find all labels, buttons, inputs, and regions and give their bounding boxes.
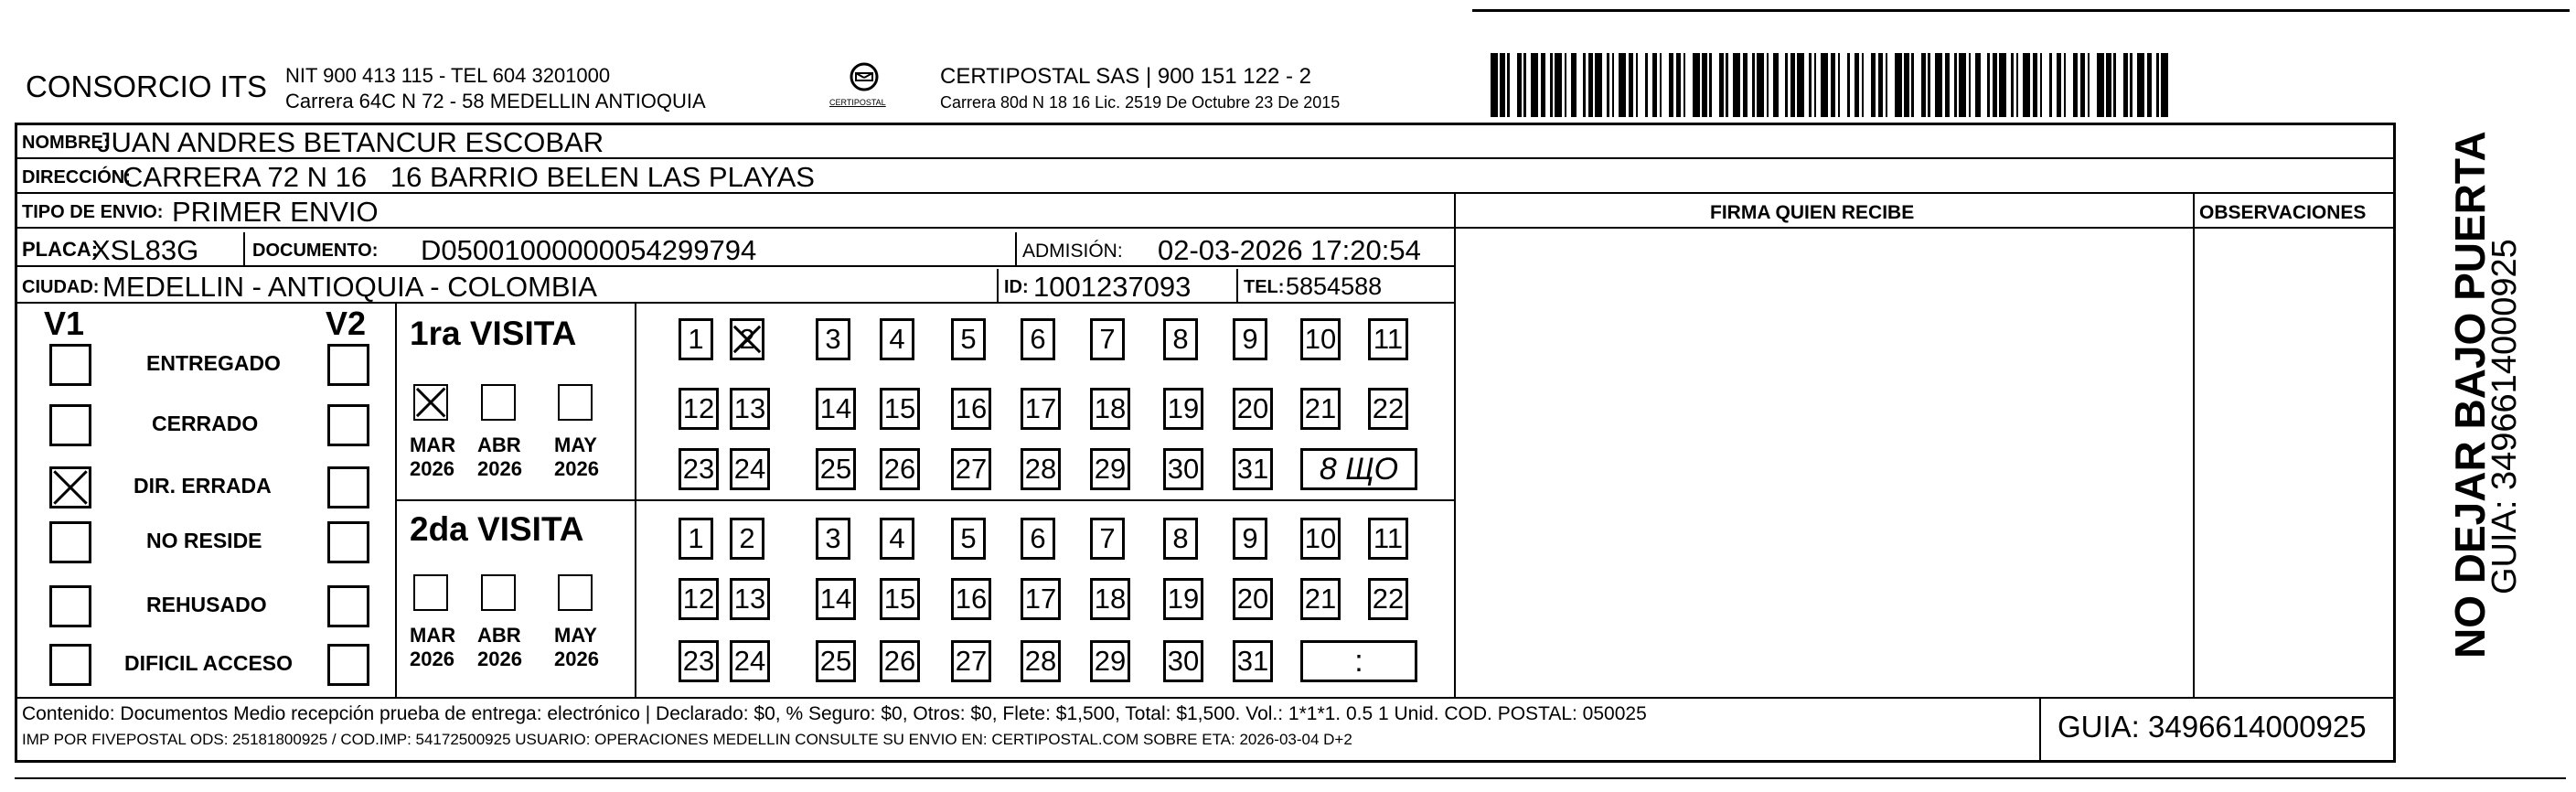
year-label: 2026 — [477, 648, 522, 670]
v1-checkbox[interactable] — [49, 466, 91, 508]
v1-checkbox[interactable] — [49, 644, 91, 686]
barcode-bar — [2073, 53, 2078, 117]
month-label: MAY — [554, 433, 597, 456]
day-box[interactable]: 12 — [679, 388, 719, 430]
day-box[interactable]: 8 — [1163, 518, 1198, 560]
day-box[interactable]: 10 — [1300, 318, 1341, 360]
barcode-bar — [1669, 53, 1673, 117]
day-box[interactable]: 29 — [1090, 448, 1130, 490]
v2-checkbox[interactable] — [327, 521, 369, 563]
tipo-label: TIPO DE ENVIO: — [22, 202, 164, 222]
barcode-bar — [2123, 53, 2128, 117]
v1-checkbox[interactable] — [49, 585, 91, 627]
barcode-bar — [1790, 53, 1795, 117]
company-line2: Carrera 64C N 72 - 58 MEDELLIN ANTIOQUIA — [285, 90, 706, 112]
nombre-value: JUAN ANDRES BETANCUR ESCOBAR — [97, 126, 604, 158]
barcode-bar — [1702, 53, 1706, 117]
year-label: 2026 — [410, 457, 454, 480]
barcode-bar — [1709, 53, 1712, 117]
barcode-bar — [1693, 53, 1700, 117]
barcode-bar — [1945, 53, 1950, 117]
id-value: 1001237093 — [1033, 271, 1192, 303]
day-box[interactable]: 12 — [679, 578, 719, 620]
ciudad-value: MEDELLIN - ANTIOQUIA - COLOMBIA — [102, 271, 597, 303]
barcode-bar — [1921, 53, 1926, 117]
year-label: 2026 — [410, 648, 454, 670]
barcode-bar — [2147, 53, 2152, 117]
day-box[interactable]: 27 — [951, 448, 991, 490]
barcode-bar — [1523, 53, 1526, 117]
day-box[interactable]: 5 — [951, 518, 986, 560]
day-box[interactable]: 3 — [816, 318, 850, 360]
day-box[interactable]: 23 — [679, 640, 719, 682]
admision-label: ADMISIÓN: — [1022, 241, 1123, 262]
carrier-line2: Carrera 80d N 18 16 Lic. 2519 De Octubre 23 De 2015 — [940, 93, 1341, 112]
barcode-bar — [1855, 53, 1859, 117]
barcode-bar — [1565, 53, 1567, 117]
barcode-bar — [2113, 53, 2116, 117]
year-label: 2026 — [477, 457, 522, 480]
v1-label: V1 — [44, 305, 85, 342]
day-box[interactable]: 21 — [1300, 578, 1341, 620]
documento-label: DOCUMENTO: — [252, 241, 379, 261]
day-box[interactable]: 16 — [951, 578, 991, 620]
month-checkbox[interactable] — [558, 574, 593, 611]
day-box[interactable]: 16 — [951, 388, 991, 430]
barcode-bar — [1752, 53, 1755, 117]
status-option-label: DIFICIL ACCESO — [124, 651, 294, 675]
day-box[interactable]: 11 — [1368, 318, 1408, 360]
day-box[interactable]: 31 — [1233, 448, 1273, 490]
day-box[interactable]: 26 — [880, 448, 920, 490]
day-box[interactable]: 31 — [1233, 640, 1273, 682]
barcode-bar — [1999, 53, 2006, 117]
barcode-bar — [1619, 53, 1626, 117]
day-box[interactable]: 20 — [1233, 578, 1273, 620]
day-box[interactable]: 9 — [1233, 518, 1267, 560]
barcode-bar — [1607, 53, 1609, 117]
day-box[interactable]: 20 — [1233, 388, 1273, 430]
month-label: MAR — [410, 624, 456, 647]
barcode-bar — [1550, 53, 1553, 117]
firma-header: FIRMA QUIEN RECIBE — [1710, 202, 1915, 223]
barcode-bar — [1838, 53, 1841, 117]
barcode-bar — [1969, 53, 1972, 117]
barcode-bar — [1531, 53, 1538, 117]
day-box[interactable]: 17 — [1021, 388, 1061, 430]
day-box[interactable]: 7 — [1090, 318, 1125, 360]
day-box[interactable]: 22 — [1368, 388, 1408, 430]
day-box[interactable]: 2 — [730, 518, 764, 560]
v2-checkbox[interactable] — [327, 585, 369, 627]
day-box[interactable]: 11 — [1368, 518, 1408, 560]
barcode-bar — [1814, 53, 1817, 117]
day-box[interactable]: 26 — [880, 640, 920, 682]
day-box[interactable]: 14 — [816, 388, 856, 430]
barcode-bar — [1660, 53, 1662, 117]
v2-checkbox[interactable] — [327, 404, 369, 446]
barcode-bar — [1541, 53, 1545, 117]
barcode-bar — [1733, 53, 1740, 117]
day-box[interactable]: 18 — [1090, 388, 1130, 430]
barcode-bar — [1987, 53, 1990, 117]
barcode-bar — [1629, 53, 1633, 117]
barcode-bar — [2057, 53, 2061, 117]
barcode-bar — [1491, 53, 1498, 117]
barcode-bar — [1935, 53, 1942, 117]
month-label: MAY — [554, 624, 597, 647]
company-name: CONSORCIO ITS — [26, 70, 268, 103]
barcode-bar — [1809, 53, 1812, 117]
barcode-bar — [1904, 53, 1908, 117]
v1-checkbox[interactable] — [49, 404, 91, 446]
ciudad-label: CIUDAD: — [22, 277, 100, 297]
footer-line2: IMP POR FIVEPOSTAL ODS: 25181800925 / COD.IMP: 54172500925 USUARIO: OPERACIONES MEDELLIN CONSULTE SU ENVIO EN: CERTIPOSTAL.COM SOBRE ETA: 2026-03-04 D+2 — [22, 731, 1352, 748]
day-box[interactable]: 9 — [1233, 318, 1267, 360]
day-box[interactable]: 15 — [880, 388, 920, 430]
observaciones-header: OBSERVACIONES — [2199, 202, 2367, 223]
day-box[interactable]: 13 — [730, 388, 770, 430]
year-label: 2026 — [554, 457, 599, 480]
barcode — [1491, 53, 2167, 117]
barcode-bar — [1683, 53, 1686, 117]
day-box[interactable]: 3 — [816, 518, 850, 560]
barcode-bar — [1862, 53, 1865, 117]
day-box[interactable]: 22 — [1368, 578, 1408, 620]
day-box[interactable]: 2 — [730, 318, 764, 360]
barcode-bar — [2161, 53, 2168, 117]
day-box[interactable]: 10 — [1300, 518, 1341, 560]
barcode-bar — [2016, 53, 2019, 117]
footer-guia: GUIA: 3496614000925 — [2058, 710, 2367, 744]
day-box[interactable]: 19 — [1163, 388, 1203, 430]
day-box[interactable]: 8 — [1163, 318, 1198, 360]
barcode-bar — [1785, 53, 1788, 117]
barcode-bar — [1726, 53, 1728, 117]
day-box[interactable]: 15 — [880, 578, 920, 620]
day-box[interactable]: 30 — [1163, 640, 1203, 682]
company-line1: NIT 900 413 115 - TEL 604 3201000 — [285, 64, 611, 87]
day-box[interactable]: 30 — [1163, 448, 1203, 490]
side-warning: NO DEJAR BAJO PUERTA — [2446, 131, 2494, 658]
day-box[interactable]: 21 — [1300, 388, 1341, 430]
barcode-bar — [1517, 53, 1522, 117]
v2-checkbox[interactable] — [327, 344, 369, 386]
barcode-bar — [1993, 53, 1997, 117]
v2-checkbox[interactable] — [327, 644, 369, 686]
barcode-bar — [1507, 53, 1510, 117]
barcode-bar — [2011, 53, 2014, 117]
day-box[interactable]: 23 — [679, 448, 719, 490]
barcode-bar — [1831, 53, 1835, 117]
barcode-bar — [1821, 53, 1828, 117]
month-checkbox[interactable] — [558, 384, 593, 421]
barcode-bar — [2156, 53, 2159, 117]
v2-label: V2 — [326, 305, 367, 342]
barcode-bar — [1652, 53, 1657, 117]
barcode-bar — [1588, 53, 1593, 117]
barcode-bar — [2097, 53, 2104, 117]
logo-caption: CERTIPOSTAL — [829, 98, 886, 107]
day-box[interactable]: 17 — [1021, 578, 1061, 620]
documento-value: D05001000000054299794 — [421, 234, 757, 266]
day-box[interactable]: 1 — [679, 318, 713, 360]
placa-value: XSL83G — [91, 234, 199, 266]
barcode-bar — [2137, 53, 2144, 117]
status-option-label: NO RESIDE — [146, 529, 262, 552]
barcode-bar — [1767, 53, 1769, 117]
barcode-bar — [2033, 53, 2037, 117]
month-checkbox[interactable] — [481, 384, 516, 421]
footer-line1: Contenido: Documentos Medio recepción prueba de entrega: electrónico | Declarado: $0, % Seguro: $0, Otros: $0, Flete: $1,500, Total: $1,500. Vol.: 1*1*1. 0.5 1 Unid. COD. POSTAL: 050025 — [22, 703, 1647, 724]
tel-label: TEL: — [1244, 277, 1285, 297]
day-box[interactable]: 29 — [1090, 640, 1130, 682]
day-box[interactable]: 1 — [679, 518, 713, 560]
side-guia: GUIA: 3496614000925 — [2485, 239, 2524, 594]
month-label: ABR — [477, 624, 521, 647]
barcode-bar — [1555, 53, 1562, 117]
barcode-bar — [1676, 53, 1681, 117]
day-box[interactable]: 24 — [730, 640, 770, 682]
barcode-bar — [2130, 53, 2132, 117]
tipo-value: PRIMER ENVIO — [172, 196, 379, 228]
day-box[interactable]: 25 — [816, 640, 856, 682]
status-option-label: REHUSADO — [146, 593, 267, 616]
month-checkbox[interactable] — [413, 384, 448, 421]
barcode-bar — [1645, 53, 1648, 117]
barcode-bar — [2088, 53, 2090, 117]
barcode-bar — [1571, 53, 1576, 117]
status-option-label: DIR. ERRADA — [134, 474, 272, 498]
admision-value: 02-03-2026 17:20:54 — [1158, 234, 1421, 266]
time-box[interactable]: : — [1300, 640, 1417, 682]
barcode-bar — [1975, 53, 1980, 117]
year-label: 2026 — [554, 648, 599, 670]
barcode-bar — [1719, 53, 1724, 117]
barcode-bar — [1757, 53, 1764, 117]
barcode-bar — [2106, 53, 2111, 117]
day-box[interactable]: 24 — [730, 448, 770, 490]
day-box[interactable]: 28 — [1021, 640, 1061, 682]
day-box[interactable]: 19 — [1163, 578, 1203, 620]
barcode-bar — [1871, 53, 1876, 117]
visit-title: 1ra VISITA — [410, 315, 577, 352]
time-box[interactable]: 8 ЩО — [1300, 448, 1417, 490]
barcode-bar — [1954, 53, 1957, 117]
day-box[interactable]: 25 — [816, 448, 856, 490]
day-box[interactable]: 6 — [1021, 318, 1055, 360]
barcode-bar — [1878, 53, 1883, 117]
barcode-bar — [1911, 53, 1914, 117]
barcode-bar — [2080, 53, 2085, 117]
barcode-bar — [1583, 53, 1586, 117]
barcode-bar — [1847, 53, 1850, 117]
day-box[interactable]: 5 — [951, 318, 986, 360]
nombre-label: NOMBRE: — [22, 133, 110, 153]
placa-label: PLACA: — [22, 238, 99, 261]
day-box[interactable]: 18 — [1090, 578, 1130, 620]
visit-title: 2da VISITA — [410, 510, 584, 548]
day-box[interactable]: 4 — [880, 518, 914, 560]
carrier-line1: CERTIPOSTAL SAS | 900 151 122 - 2 — [940, 64, 1311, 89]
barcode-bar — [1595, 53, 1602, 117]
barcode-bar — [2040, 53, 2043, 117]
day-box[interactable]: 6 — [1021, 518, 1055, 560]
barcode-bar — [1886, 53, 1888, 117]
month-checkbox[interactable] — [413, 574, 448, 611]
day-box[interactable]: 7 — [1090, 518, 1125, 560]
v1-checkbox[interactable] — [49, 344, 91, 386]
v1-checkbox[interactable] — [49, 521, 91, 563]
status-option-label: ENTREGADO — [146, 351, 281, 375]
direccion-value: CARRERA 72 N 16 16 BARRIO BELEN LAS PLAYAS — [123, 161, 815, 193]
month-label: MAR — [410, 433, 456, 456]
barcode-bar — [1500, 53, 1504, 117]
direccion-label: DIRECCIÓN: — [22, 167, 131, 187]
v2-checkbox[interactable] — [327, 466, 369, 508]
barcode-bar — [1743, 53, 1748, 117]
tel-value: 5854588 — [1286, 273, 1383, 300]
month-checkbox[interactable] — [481, 574, 516, 611]
day-box[interactable]: 4 — [880, 318, 914, 360]
barcode-bar — [2064, 53, 2067, 117]
barcode-bar — [1895, 53, 1902, 117]
status-option-label: CERRADO — [152, 412, 259, 435]
day-box[interactable]: 13 — [730, 578, 770, 620]
barcode-bar — [1612, 53, 1615, 117]
barcode-bar — [1928, 53, 1930, 117]
barcode-bar — [1773, 53, 1778, 117]
barcode-bar — [1636, 53, 1639, 117]
barcode-bar — [2023, 53, 2030, 117]
barcode-bar — [1959, 53, 1966, 117]
id-label: ID: — [1004, 277, 1029, 297]
month-label: ABR — [477, 433, 521, 456]
day-box[interactable]: 14 — [816, 578, 856, 620]
barcode-bar — [1797, 53, 1804, 117]
barcode-bar — [2049, 53, 2052, 117]
day-box[interactable]: 28 — [1021, 448, 1061, 490]
day-box[interactable]: 27 — [951, 640, 991, 682]
